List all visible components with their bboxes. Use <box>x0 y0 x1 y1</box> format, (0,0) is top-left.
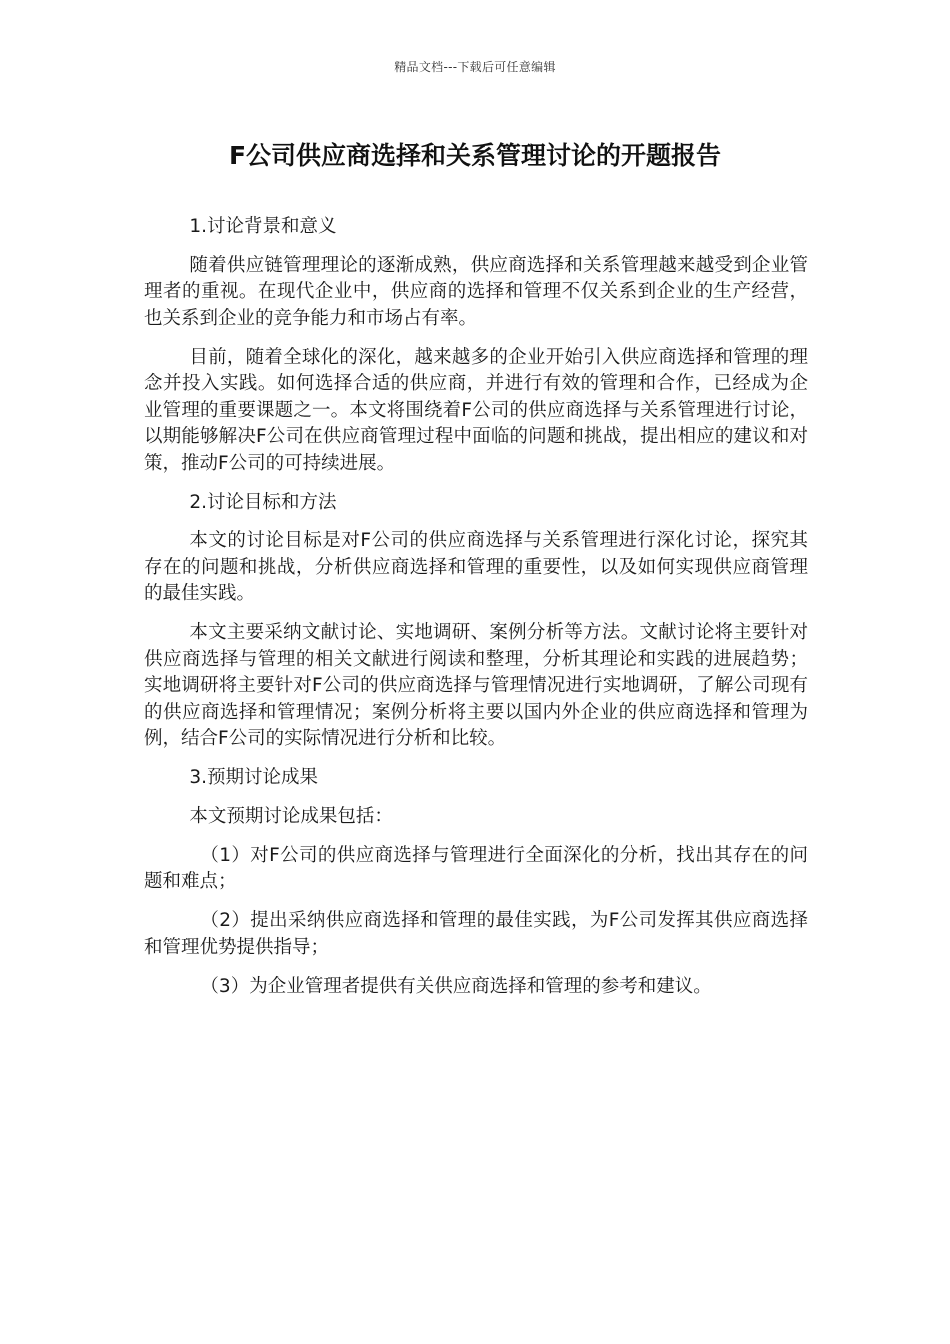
document-title: F公司供应商选择和关系管理讨论的开题报告 <box>228 141 722 170</box>
paragraph-background-1: 随着供应链管理理论的逐渐成熟，供应商选择和关系管理越来越受到企业管理者的重视。在现代企业中，供应商的选择和管理不仅关系到企业的生产经营，也关系到企业的竞争能力和市场占有率。 <box>144 254 808 329</box>
paragraph-outcomes-intro: 本文预期讨论成果包括： <box>189 805 393 827</box>
paragraph-objectives-2: 本文主要采纳文献讨论、实地调研、案例分析等方法。文献讨论将主要针对供应商选择与管理的相关文献进行阅读和整理，分析其理论和实践的进展趋势；实地调研将主要针对F公司的供应商选择与管理情况进行实地调研，了解公司现有的供应商选择和管理情况；案例分析将主要以国内外企业的供应商选择和管理为例，结合F公司的实际情况进行分析和比较。 <box>144 622 808 749</box>
outcome-list-item-3: （3）为企业管理者提供有关供应商选择和管理的参考和建议。 <box>200 975 712 997</box>
header-note: 精品文档---下载后可任意编辑 <box>394 60 556 74</box>
paragraph-objectives-1: 本文的讨论目标是对F公司的供应商选择与关系管理进行深化讨论，探究其存在的问题和挑战，分析供应商选择和管理的重要性，以及如何实现供应商管理的最佳实践。 <box>144 530 808 604</box>
paragraph-background-2: 目前，随着全球化的深化，越来越多的企业开始引入供应商选择和管理的理念并投入实践。如何选择合适的供应商，并进行有效的管理和合作，已经成为企业管理的重要课题之一。本文将围绕着F公司的供应商选择与关系管理进行讨论，以期能够解决F公司在供应商管理过程中面临的问题和挑战，提出相应的建议和对策，推动F公司的可持续进展。 <box>144 346 808 474</box>
section-heading-outcomes: 3.预期讨论成果 <box>189 767 318 788</box>
outcome-list-item-2: （2）提出采纳供应商选择和管理的最佳实践，为F公司发挥其供应商选择和管理优势提供指导； <box>144 910 808 958</box>
document-body <box>144 214 808 1013</box>
section-heading-background: 1.讨论背景和意义 <box>189 216 337 237</box>
section-heading-objectives: 2.讨论目标和方法 <box>189 491 337 513</box>
outcome-list-item-1: （1）对F公司的供应商选择与管理进行全面深化的分析，找出其存在的问题和难点； <box>144 844 808 892</box>
